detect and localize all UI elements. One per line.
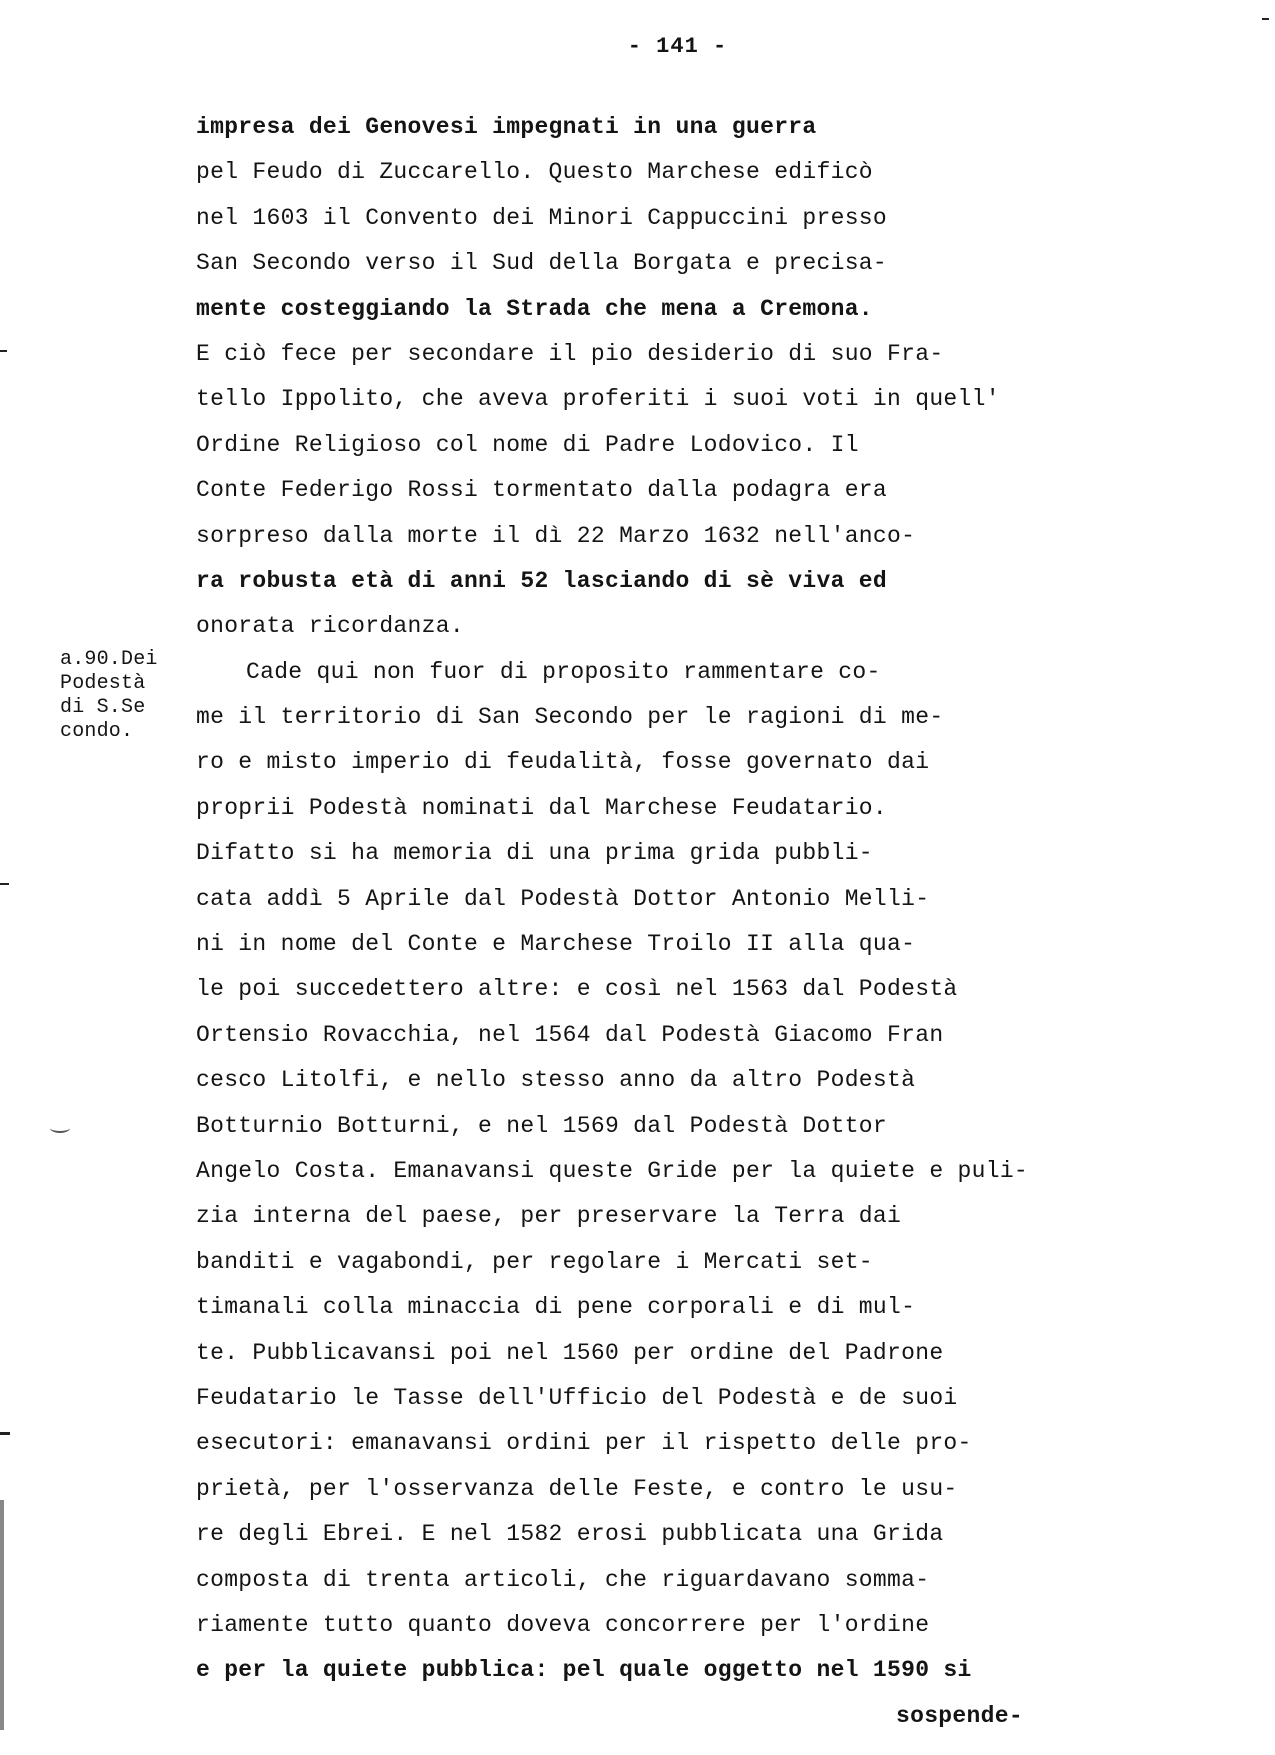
text-line: ra robusta età di anni 52 lasciando di sè viva ed — [196, 567, 888, 594]
text-line: E ciò fece per secondare il pio desiderio di suo Fra- — [196, 340, 944, 367]
page-number: - 141 - — [627, 34, 728, 59]
text-line: re degli Ebrei. E nel 1582 erosi pubblicata una Grida — [196, 1521, 944, 1548]
text-line: ni in nome del Conte e Marchese Troilo II alla qua- — [196, 931, 916, 958]
text-line: zia interna del paese, per preservare la Terra dai — [196, 1203, 902, 1230]
text-line: composta di trenta articoli, che riguardavano somma- — [196, 1566, 930, 1593]
margin-note-line: Podestà — [60, 672, 146, 695]
text-line: pel Feudo di Zuccarello. Questo Marchese edificò — [196, 159, 873, 186]
text-line: e per la quiete pubblica: pel quale oggetto nel 1590 si — [196, 1657, 972, 1684]
text-line: me il territorio di San Secondo per le ragioni di me- — [196, 704, 944, 731]
text-line: nel 1603 il Convento dei Minori Cappuccini presso — [196, 204, 888, 231]
text-line: timanali colla minaccia di pene corporali e di mul- — [196, 1294, 916, 1321]
paragraph-start-line: Cade qui non fuor di proposito rammentare co- — [246, 658, 881, 685]
text-line: le poi succedettero altre: e così nel 1563 dal Podestà — [196, 976, 958, 1003]
text-line: Conte Federigo Rossi tormentato dalla podagra era — [196, 477, 888, 504]
text-line: tello Ippolito, che aveva proferiti i suoi voti in quell' — [196, 386, 1000, 413]
text-line: banditi e vagabondi, per regolare i Mercati set- — [196, 1248, 873, 1275]
text-line: mente costeggiando la Strada che mena a Cremona. — [196, 295, 873, 322]
margin-note-line: a.90.Dei — [60, 648, 158, 671]
body-text — [196, 105, 1196, 1739]
text-line: sorpreso dalla morte il dì 22 Marzo 1632 nell'anco- — [196, 522, 916, 549]
text-line: Ortensio Rovacchia, nel 1564 dal Podestà Giacomo Fran — [196, 1021, 944, 1048]
text-line: Difatto si ha memoria di una prima grida pubbli- — [196, 840, 873, 867]
text-line: cesco Litolfi, e nello stesso anno da altro Podestà — [196, 1067, 916, 1094]
text-line: cata addì 5 Aprile dal Podestà Dottor Antonio Melli- — [196, 885, 930, 912]
scan-smudge — [50, 1123, 70, 1133]
margin-note-line: condo. — [60, 720, 134, 743]
text-line: proprii Podestà nominati dal Marchese Feudatario. — [196, 794, 888, 821]
text-line: impresa dei Genovesi impegnati in una guerra — [196, 114, 817, 140]
scan-tick-mark — [1262, 18, 1269, 20]
scan-tick-mark — [0, 350, 7, 352]
text-line: esecutori: emanavansi ordini per il rispetto delle pro- — [196, 1430, 972, 1457]
text-line: Ordine Religioso col nome di Padre Lodovico. Il — [196, 431, 859, 458]
text-line: San Secondo verso il Sud della Borgata e precisa- — [196, 250, 888, 277]
text-line: onorata ricordanza. — [196, 613, 464, 640]
margin-note-line: di S.Se — [60, 696, 146, 719]
text-line: Angelo Costa. Emanavansi queste Gride per la quiete e puli- — [196, 1157, 1029, 1184]
text-line: ro e misto imperio di feudalità, fosse governato dai — [196, 749, 930, 776]
text-line: prietà, per l'osservanza delle Feste, e contro le usu- — [196, 1475, 958, 1502]
scan-tick-mark — [0, 883, 9, 885]
catchword: sospende- — [896, 1702, 1023, 1729]
scan-edge-shadow — [0, 1500, 4, 1730]
text-line: Feudatario le Tasse dell'Ufficio del Podestà e de suoi — [196, 1384, 958, 1411]
text-line: te. Pubblicavansi poi nel 1560 per ordine del Padrone — [196, 1339, 944, 1366]
margin-note — [60, 648, 200, 744]
text-line: riamente tutto quanto doveva concorrere per l'ordine — [196, 1611, 930, 1638]
text-line: Botturnio Botturni, e nel 1569 dal Podestà Dottor — [196, 1112, 888, 1139]
scan-tick-mark — [0, 1432, 10, 1435]
